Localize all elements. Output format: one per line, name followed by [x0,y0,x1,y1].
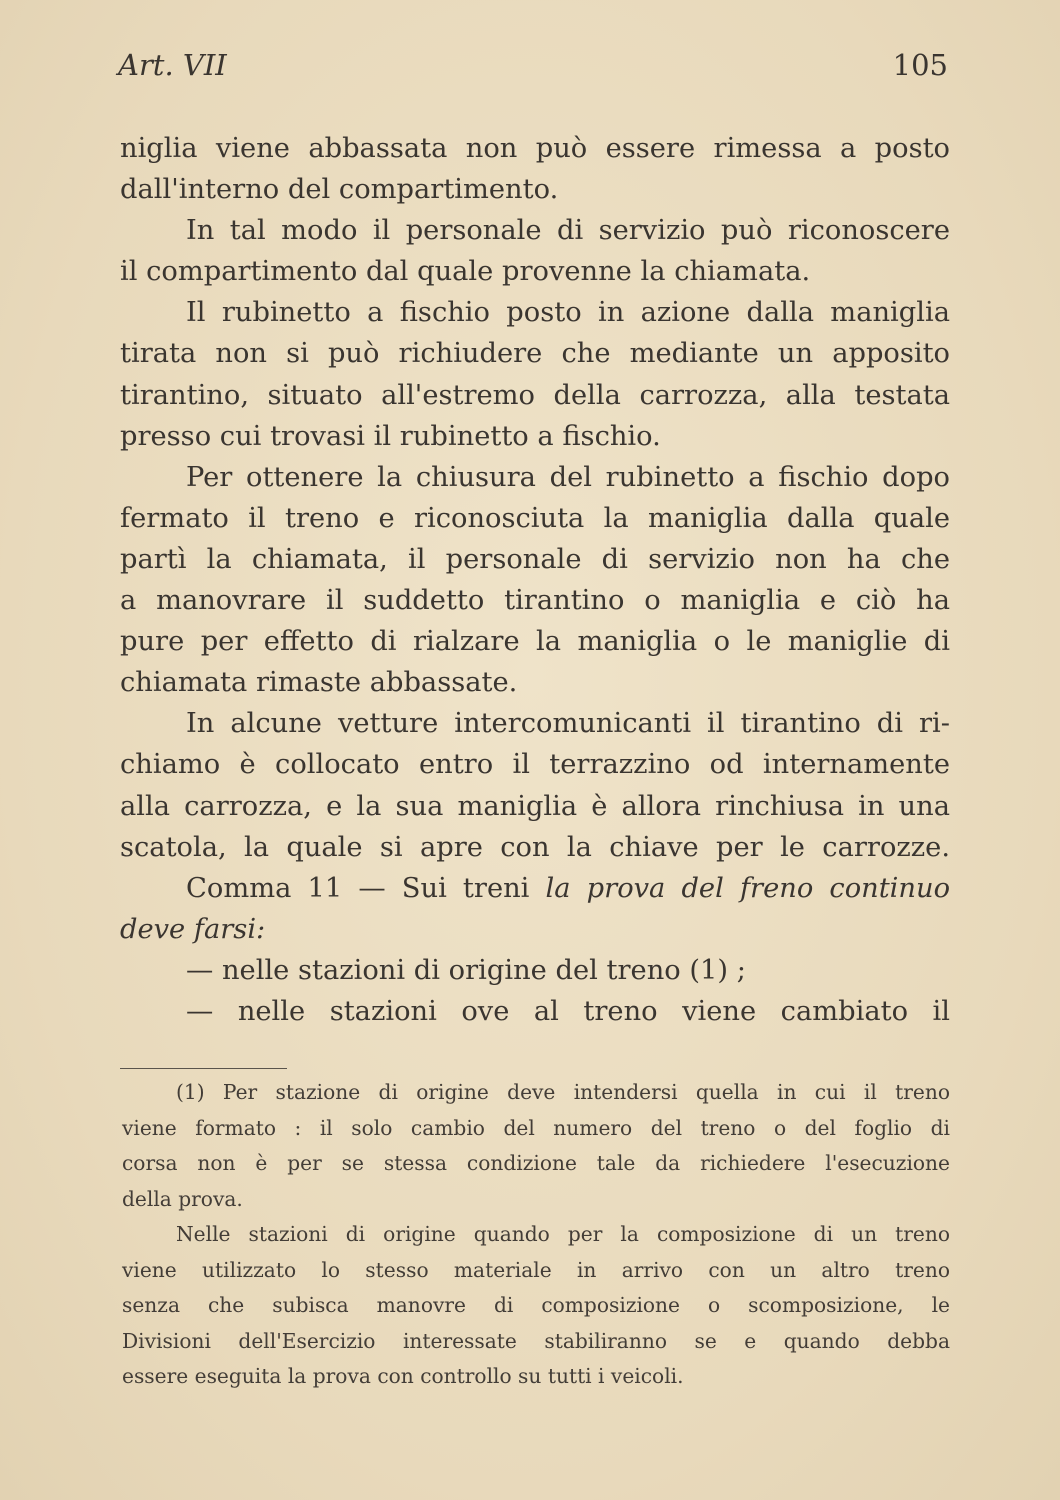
main-text [120,128,950,1032]
comma-emphasis: la prova del freno continuo [545,872,950,904]
text-line: dall'interno del compartimento. [120,174,559,206]
comma-emphasis-continued: deve farsi: [120,913,266,945]
text-line: tirantino, situato all'estremo della carrozza, alla testata [120,379,950,411]
text-line: il compartimento dal quale provenne la chiamata. [120,256,811,288]
footnote-line: corsa non è per se stessa condizione tale da richiedere l'esecuzione [122,1151,950,1175]
page-number: 105 [892,48,948,82]
comma-label: Comma 11 — Sui treni [186,872,546,904]
footnote-line: senza che subisca manovre di composizione o scomposizione, le [122,1293,950,1317]
text-line: a manovrare il suddetto tirantino o maniglia e ciò ha [120,585,950,617]
footnote-line: (1) Per stazione di origine deve intendersi quella in cui il treno [176,1080,950,1104]
text-line: In tal modo il personale di servizio può riconoscere [186,215,950,247]
text-line: presso cui trovasi il rubinetto a fischio. [120,420,661,452]
footnote-line: viene utilizzato lo stesso materiale in arrivo con un altro treno [122,1257,950,1282]
text-line: chiamo è collocato entro il terrazzino od internamente [120,749,950,781]
text-line: Il rubinetto a fischio posto in azione dalla maniglia [186,297,950,329]
footnote-line: Nelle stazioni di origine quando per la composizione di un treno [176,1222,950,1246]
text-line: niglia viene abbassata non può essere rimessa a posto [120,133,950,164]
text-line: alla carrozza, e la sua maniglia è allora rinchiusa in una [120,790,950,822]
text-line: pure per effetto di rialzare la maniglia o le maniglie di [120,626,950,658]
footnotes [122,1075,950,1395]
footnote-divider [120,1068,287,1069]
text-line: In alcune vetture intercomunicanti il tirantino di ri- [186,708,950,740]
text-line: fermato il treno e riconosciuta la maniglia dalla quale [120,502,950,534]
text-line: chiamata rimaste abbassate. [120,667,518,699]
running-head-section: Art. VII [118,48,227,82]
text-line: scatola, la quale si apre con la chiave per le carrozze. [120,831,950,863]
comma-heading [120,868,950,909]
footnote-line: essere eseguita la prova con controllo su tutti i veicoli. [122,1364,684,1388]
footnote-line: della prova. [122,1186,243,1211]
list-item: — nelle stazioni ove al treno viene cambiato il [186,995,950,1027]
text-line: tirata non si può richiudere che mediante un apposito [120,338,950,370]
footnote-line: Divisioni dell'Esercizio interessate stabiliranno se e quando debba [122,1328,950,1353]
footnote-line: viene formato : il solo cambio del numero del treno o del foglio di [122,1115,950,1140]
text-line: partì la chiamata, il personale di servizio non ha che [120,543,950,575]
page-header [118,48,948,88]
list-item: — nelle stazioni di origine del treno (1) ; [186,954,746,986]
text-line: Per ottenere la chiusura del rubinetto a fischio dopo [186,461,950,493]
